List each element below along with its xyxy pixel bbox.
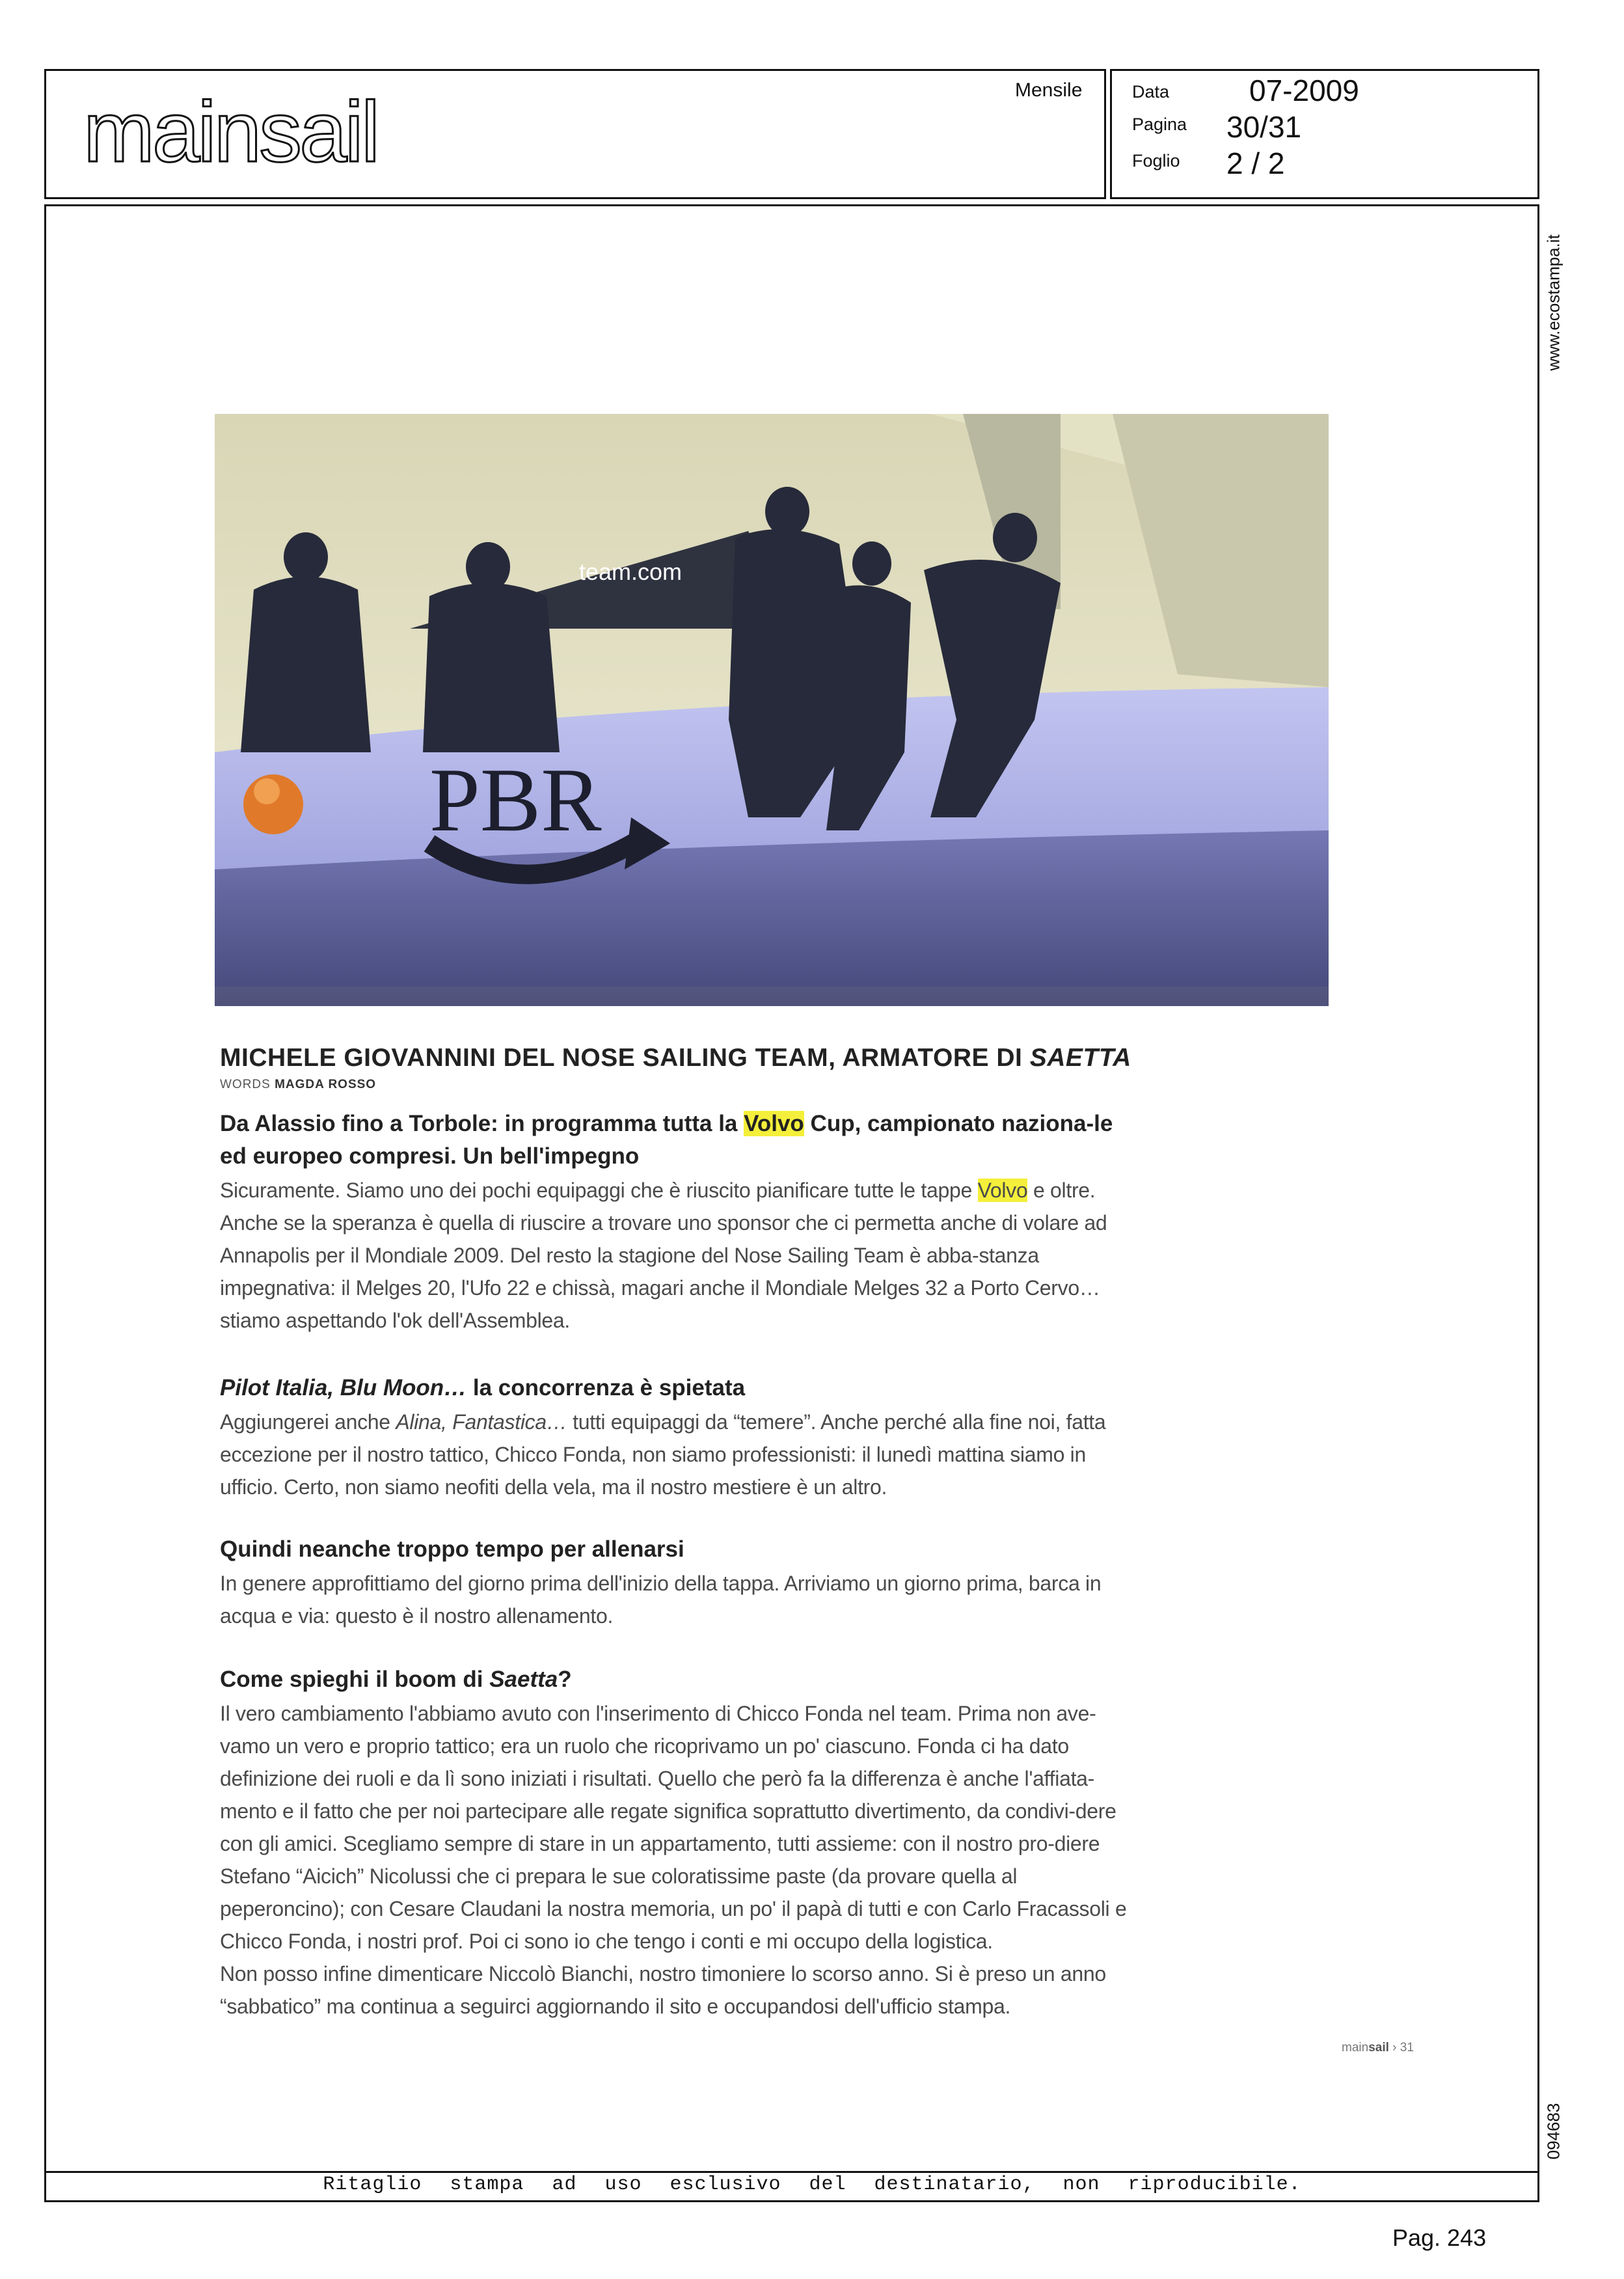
data-value: 07-2009 bbox=[1249, 74, 1359, 107]
side-url-text: www.ecostampa.it bbox=[1543, 234, 1563, 371]
question-1 bbox=[220, 1108, 1144, 1173]
answer-2 bbox=[220, 1406, 1144, 1503]
sail-text: team.com bbox=[579, 558, 683, 585]
answer-1 bbox=[220, 1174, 1144, 1337]
answer-2-text: tutti equipaggi da “temere”. Anche perché alla fine noi, fatta eccezione per il nostro tattico, Chicco Fonda, non siamo professionisti: il lunedì mattina siamo in ufficio. Certo, non siamo neofiti della vela, ma il nostro mestiere è un altro. bbox=[220, 1410, 1106, 1499]
question-2-text: la concorrenza è spietata bbox=[467, 1375, 746, 1400]
question-4-boat: Saetta bbox=[489, 1667, 558, 1692]
headline-text: MICHELE GIOVANNINI DEL NOSE SAILING TEAM, ARMATORE DI bbox=[220, 1044, 1030, 1072]
foglio-label: Foglio bbox=[1132, 151, 1180, 171]
answer-2-start: Aggiungerei anche bbox=[220, 1410, 396, 1434]
side-code bbox=[1541, 2095, 1567, 2167]
page-number: Pag. 243 bbox=[1392, 2224, 1487, 2251]
side-code-text: 094683 bbox=[1543, 2103, 1563, 2160]
byline bbox=[220, 1078, 1144, 1092]
pagina-value: 30/31 bbox=[1226, 110, 1302, 144]
mainsail-logo bbox=[83, 83, 396, 181]
question-4 bbox=[220, 1663, 1144, 1696]
byline-label: WORDS bbox=[220, 1078, 271, 1091]
byline-author: MAGDA ROSSO bbox=[275, 1078, 377, 1091]
footer-divider bbox=[44, 2171, 1539, 2173]
highlight-volvo: Volvo bbox=[977, 1179, 1028, 1202]
side-url bbox=[1541, 215, 1567, 390]
headline-boat-name: SAETTA bbox=[1029, 1044, 1131, 1072]
folio bbox=[1342, 2041, 1414, 2055]
answer-4 bbox=[220, 1697, 1144, 2023]
question-4-mark: ? bbox=[558, 1667, 572, 1692]
question-3: Quindi neanche troppo tempo per allenarsi bbox=[220, 1536, 684, 1562]
highlight-volvo: Volvo bbox=[744, 1111, 804, 1136]
answer-2-boats: Alina, Fantastica… bbox=[396, 1410, 567, 1434]
frequency-label: Mensile bbox=[1015, 79, 1083, 101]
question-1-text-end: Cup, campionato naziona-le ed europeo compresi. Un bell'impegno bbox=[220, 1111, 1113, 1169]
crew-head bbox=[284, 532, 328, 582]
data-label: Data bbox=[1132, 82, 1170, 102]
folio-brand-light: main bbox=[1342, 2041, 1369, 2054]
folio-page: › 31 bbox=[1392, 2041, 1414, 2054]
crew-head bbox=[993, 513, 1037, 562]
crew-head bbox=[765, 487, 809, 536]
footer-notice: Ritaglio stampa ad uso esclusivo del destinatario, non riproducibile. bbox=[323, 2174, 1301, 2196]
answer-1-text: Sicuramente. Siamo uno dei pochi equipaggi che è riuscito pianificare tutte le tappe bbox=[220, 1179, 978, 1202]
question-2-boats: Pilot Italia, Blu Moon… bbox=[220, 1375, 467, 1400]
crew-head bbox=[852, 541, 891, 586]
lion-logo bbox=[243, 774, 303, 834]
answer-3: In genere approfittiamo del giorno prima dell'inizio della tappa. Arriviamo un giorno prima, barca in acqua e via: questo è il nostro allenamento. bbox=[220, 1572, 1102, 1628]
pagina-label: Pagina bbox=[1132, 115, 1187, 134]
crew-body bbox=[241, 577, 371, 752]
answer-4-paragraph: Il vero cambiamento l'abbiamo avuto con l'inserimento di Chicco Fonda nel team. Prima non ave-vamo un vero e proprio tattico; era un ruolo che ricoprivamo un po' ciascuno. Fonda ci ha dato definizione dei ruoli e da lì sono iniziati i risultati. Quello che però fa la differenza è anche l'affiata-mento e il fatto che per noi partecipare alle regate significa soprattutto divertimento, da condivi-dere con gli amici. Scegliamo sempre di stare in un appartamento, tutti assieme: con il nostro pro-diere Stefano “Aicich” Nicolussi che ci prepara le sue coloratissime paste (da provare quella al peperoncino); con Cesare Claudani la nostra memoria, un po' il papà di tutti e con Carlo Fracassoli e Chicco Fonda, i nostri prof. Poi ci sono io che tengo i conti e mi occupo della logistica. bbox=[220, 1702, 1127, 1953]
answer-4-paragraph-2: Non posso infine dimenticare Niccolò Bianchi, nostro timoniere lo scorso anno. Si è preso un anno “sabbatico” ma continua a seguirci aggiornando il sito e occupandosi dell'ufficio stampa. bbox=[220, 1962, 1106, 2018]
foglio-value: 2 / 2 bbox=[1226, 146, 1285, 180]
question-2 bbox=[220, 1372, 1144, 1404]
question-1-text: Da Alassio fino a Torbole: in programma tutta la bbox=[220, 1111, 744, 1136]
article-headline bbox=[220, 1044, 1144, 1072]
question-4-text: Come spieghi il boom di bbox=[220, 1667, 490, 1692]
folio-brand-bold: sail bbox=[1368, 2041, 1389, 2054]
hull-text: PBR bbox=[429, 750, 602, 851]
crew-body bbox=[423, 583, 560, 752]
logo-text: mainsail bbox=[83, 84, 378, 180]
answer-1-text-end: e oltre. Anche se la speranza è quella di riuscire a trovare uno sponsor che ci permetta anche di volare ad Annapolis per il Mondiale 2009. Del resto la stagione del Nose Sailing Team è abba-stanza impegnativa: il Melges 20, l'Ufo 22 e chissà, magari anche il Mondiale Melges 32 a Porto Cervo… stiamo aspettando l'ok dell'Assemblea. bbox=[220, 1179, 1107, 1332]
sailing-photo bbox=[215, 414, 1329, 1006]
